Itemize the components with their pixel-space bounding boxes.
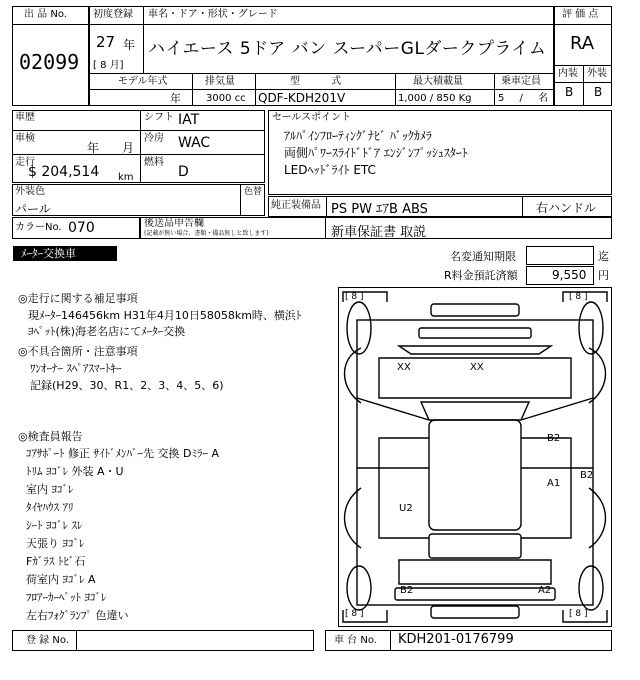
tire-rear-left: [ 8 ] — [345, 609, 364, 619]
sales-point-2: 両側ﾊﾟﾜｰｽﾗｲﾄﾞﾄﾞｱ ｴﾝｼﾞﾝﾌﾟｯｼｭｽﾀｰﾄ — [284, 146, 468, 160]
ac-value: WAC — [178, 135, 211, 151]
exterior-label: 外装 — [587, 68, 607, 79]
first-reg-year: 27 — [96, 33, 116, 51]
damage-mark: U2 — [399, 503, 413, 514]
damage-mark: XX — [397, 362, 411, 373]
exterior-grade: B — [594, 85, 603, 99]
chassis-label: 車 台 No. — [334, 635, 377, 646]
mileage-value: $ 204,514 — [28, 164, 100, 180]
model-year-unit: 年 — [170, 92, 181, 105]
first-reg-year-unit: 年 — [123, 38, 136, 52]
lot-label: 出 品 No. — [24, 9, 67, 20]
first-reg-label: 初度登録 — [93, 9, 133, 20]
max-load: 1,000 / 850 Kg — [398, 93, 472, 104]
equipment-value: PS PW ｴｱB ABS — [331, 202, 428, 217]
inspection-year: 年 — [87, 141, 100, 155]
name-change-unit: 迄 — [598, 250, 609, 263]
shift-value: IAT — [178, 112, 200, 128]
car-name-label: 車名・ドア・形状・グレード — [148, 9, 278, 20]
car-diagram — [338, 287, 612, 627]
sales-point-3: LEDﾍｯﾄﾞﾗｲﾄ ETC — [284, 163, 376, 177]
fuel-label: 燃料 — [144, 157, 164, 168]
inspector-line: ﾀｲﾔﾊｳｽ ｱﾘ — [26, 501, 74, 514]
inspector-line: 室内 ﾖｺﾞﾚ — [26, 483, 74, 496]
equipment-label: 純正装備品 — [271, 200, 321, 211]
displacement-label: 排気量 — [205, 76, 235, 87]
inspector-line: 天張り ﾖｺﾞﾚ — [26, 537, 85, 550]
inspector-line: ﾄﾘﾑ ﾖｺﾞﾚ 外装 A・U — [26, 465, 124, 478]
type-label: 型 式 — [290, 76, 356, 87]
color-no-value: 070 — [68, 220, 95, 236]
color-no-label: カラーNo. — [15, 222, 62, 233]
displacement: 3000 cc — [206, 93, 246, 104]
damage-mark: B2 — [400, 585, 414, 596]
damage-mark: B2 — [547, 433, 561, 444]
damage-mark: A1 — [547, 478, 561, 489]
recycle-value: 9,550 — [552, 268, 587, 282]
shift-label: シフト — [144, 112, 174, 123]
inspection-month: 月 — [122, 141, 135, 155]
score-label: 評 価 点 — [562, 9, 599, 20]
defect-line: 記録(H29、30、R1、2、3、4、5、6) — [30, 379, 224, 392]
damage-mark: A2 — [538, 585, 552, 596]
running-remarks-heading: ◎走行に関する補足事項 — [18, 292, 138, 305]
color-change-label: 色替 — [244, 187, 263, 197]
capacity: 5 / 名 — [498, 93, 555, 104]
defect-line: ﾜﾝｵｰﾅｰ ｽﾍﾟｱｽﾏｰﾄｷｰ — [30, 362, 122, 375]
mileage-label: 走行 — [15, 157, 35, 168]
ac-label: 冷房 — [144, 133, 164, 144]
lot-number: 02099 — [19, 50, 80, 74]
name-change-label: 名変通知期限 — [450, 250, 516, 263]
running-remark-line: ﾖﾍﾟｯﾄ(株)海老名店にてﾒｰﾀｰ交換 — [28, 325, 186, 338]
interior-grade: B — [565, 85, 574, 99]
inspector-line: ﾌﾛｱｰｶｰﾍﾟｯﾄ ﾖｺﾞﾚ — [26, 591, 107, 604]
model-year-label: モデル年式 — [118, 76, 168, 87]
capacity-label: 乗車定員 — [501, 76, 541, 87]
inspector-line: Fｶﾞﾗｽ ﾄﾋﾞ石 — [26, 555, 86, 568]
running-remark-line: 現ﾒｰﾀｰ146456km H31年4月10日58058km時、横浜ﾄ — [28, 309, 302, 322]
inspector-line: ｺｱｻﾎﾟｰﾄ 修正 ｻｲﾄﾞﾒﾝﾊﾞｰ先 交換 Dﾐﾗｰ A — [26, 447, 219, 460]
color-label: 外装色 — [15, 186, 45, 197]
damage-mark: XX — [470, 362, 484, 373]
name-change-field — [526, 246, 594, 265]
max-load-label: 最大積載量 — [413, 76, 463, 87]
history-label: 車歴 — [15, 112, 35, 123]
sales-point-1: ｱﾙﾊﾟｲﾝﾌﾛｰﾃｨﾝｸﾞﾅﾋﾞ ﾊﾞｯｸｶﾒﾗ — [284, 129, 432, 143]
meter-exchange-tag: ﾒｰﾀｰ交換車 — [13, 246, 117, 261]
interior-label: 内装 — [558, 68, 578, 79]
inspector-line: 左右ﾌｫｸﾞﾗﾝﾌﾟ 色違い — [26, 609, 129, 622]
post-sale-value: 新車保証書 取説 — [331, 225, 427, 240]
model-type: QDF-KDH201V — [258, 91, 346, 105]
inspection-label: 車検 — [15, 133, 35, 144]
damage-mark: B2 — [580, 470, 594, 481]
score-value: RA — [570, 33, 595, 54]
tire-front-left: [ 8 ] — [345, 292, 364, 302]
tire-rear-right: [ 8 ] — [569, 609, 588, 619]
fuel-value: D — [178, 164, 189, 180]
handle-value: 右ハンドル — [536, 201, 597, 215]
defects-heading: ◎不具合箇所・注意事項 — [18, 345, 138, 358]
inspector-heading: ◎検査員報告 — [18, 430, 83, 443]
inspector-line: 荷室内 ﾖｺﾞﾚ A — [26, 573, 96, 586]
registration-label: 登 録 No. — [26, 635, 69, 646]
chassis-number: KDH201-0176799 — [398, 632, 514, 647]
first-reg-month: [ 8 月] — [93, 60, 124, 71]
inspector-line: ｼｰﾄ ﾖｺﾞﾚ ｽﾚ — [26, 519, 83, 532]
recycle-unit: 円 — [598, 269, 609, 282]
car-name: ハイエース 5ドア バン スーパーGLダークプライム — [148, 39, 547, 59]
post-sale-label: 後送品申告欄 — [144, 218, 204, 229]
tire-front-right: [ 8 ] — [569, 292, 588, 302]
car-outline — [339, 288, 611, 626]
post-sale-note: (記載が無い場合、書類・備品無しと致します) — [144, 230, 269, 237]
recycle-label: R料金預託済額 — [444, 269, 518, 282]
mileage-unit: km — [118, 172, 134, 183]
color-value: パール — [15, 202, 51, 216]
sales-points-label: セールスポイント — [272, 112, 352, 123]
